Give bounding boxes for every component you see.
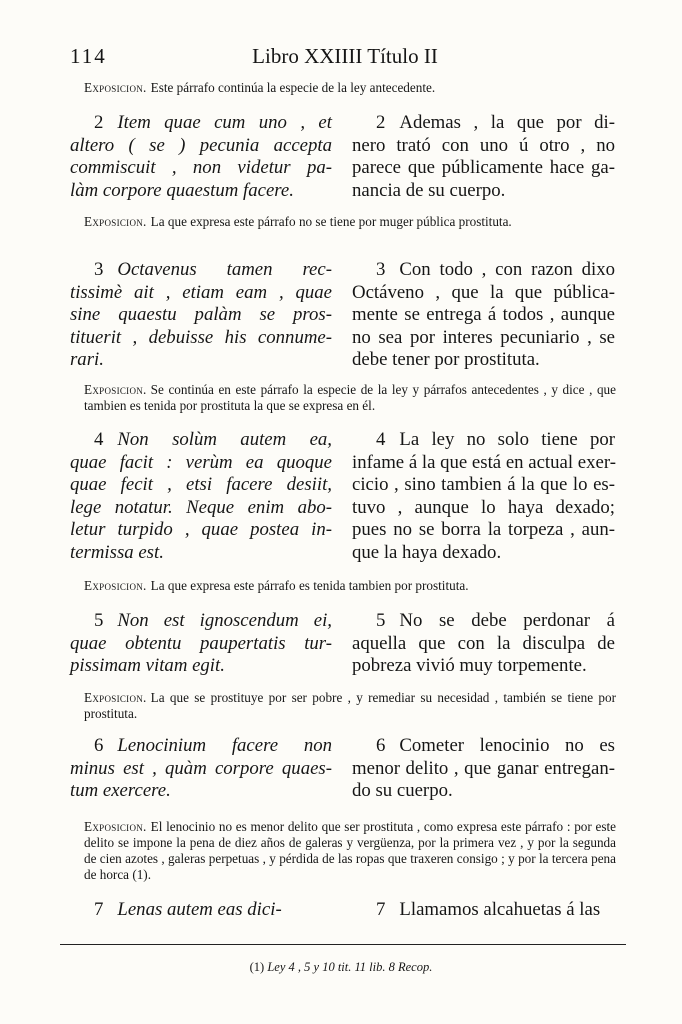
latin-line-text: sine quaestu palàm se pros- xyxy=(70,304,332,326)
latin-line-text: quae obtentu paupertatis tur- xyxy=(70,632,332,654)
spanish-line-text: tuvo , aunque lo haya dexado; xyxy=(352,496,615,518)
footnote-mark: (1) xyxy=(249,960,265,974)
latin-line-text: minus est , quàm corpore quaes- xyxy=(70,757,332,779)
latin-line xyxy=(70,327,332,350)
latin-line-text: letur turpido , quae postea in- xyxy=(70,519,332,541)
footnote-text: Ley 4 , 5 y 10 tit. 11 lib. 8 Recop. xyxy=(267,960,433,974)
latin-line-text: pissimam vitam egit. xyxy=(70,655,225,677)
spanish-line-text: mente se entrega á todos , aunque xyxy=(352,304,615,326)
latin-line xyxy=(70,735,332,758)
spanish-line xyxy=(352,304,615,327)
paragraph-number: 2 xyxy=(376,112,386,133)
paragraph-number: 5 xyxy=(94,610,104,631)
latin-line-text: quae facit : verùm ea quoque xyxy=(70,451,332,473)
paragraph-number: 2 xyxy=(94,112,104,133)
spanish-line xyxy=(352,610,615,633)
paragraph-number: 4 xyxy=(376,429,386,450)
exposicion-note xyxy=(84,214,616,230)
spanish-line-text: infame á la que está en actual exer- xyxy=(352,451,616,473)
exposicion-note xyxy=(84,382,616,414)
latin-line-text: làm corpore quaestum facere. xyxy=(70,179,294,201)
latin-column xyxy=(70,610,332,678)
latin-column xyxy=(70,899,332,922)
latin-line-text: Non solùm autem ea, xyxy=(117,429,332,450)
spanish-column xyxy=(352,899,615,922)
latin-line xyxy=(70,497,332,520)
latin-line xyxy=(70,157,332,180)
latin-line xyxy=(70,610,332,633)
exposicion-label: Exposicion. xyxy=(84,819,147,834)
paragraph-number: 7 xyxy=(376,899,386,920)
latin-line xyxy=(70,633,332,656)
exposicion-text: El lenocinio no es menor delito que ser prostituta , como expresa este párrafo : por este delito se impone la pena de diez años de galeras y vergüenza, por la primera vez , y por la segunda de cien azotes , galeras perpetuas , y pérdida de las ropas que traxeren consigo ; y por la tercera pena de horca (1). xyxy=(84,819,616,882)
paragraph-number: 6 xyxy=(94,735,104,756)
latin-line-text: tissimè ait , etiam eam , quae xyxy=(70,281,332,303)
spanish-line xyxy=(352,497,615,520)
paragraph-number: 7 xyxy=(94,899,104,920)
spanish-line xyxy=(352,327,615,350)
latin-line-text: Lenocinium facere non xyxy=(117,735,332,756)
spanish-line-text: Octáveno , que la que pública- xyxy=(352,281,615,303)
exposicion-label: Exposicion. xyxy=(84,80,147,95)
exposicion-note xyxy=(84,578,616,594)
latin-line-text: Octavenus tamen rec- xyxy=(117,259,332,280)
spanish-line xyxy=(352,429,615,452)
exposicion-note xyxy=(84,690,616,722)
latin-line-text: Lenas autem eas dici- xyxy=(117,899,282,920)
spanish-line xyxy=(352,655,615,678)
spanish-line-text: do su cuerpo. xyxy=(352,780,453,802)
spanish-line-text: Llamamos alcahuetas á las xyxy=(399,899,601,920)
paragraph-number: 3 xyxy=(376,259,386,280)
exposicion-note xyxy=(84,80,616,96)
latin-line xyxy=(70,180,332,203)
latin-column xyxy=(70,259,332,372)
latin-line xyxy=(70,452,332,475)
spanish-line-text: Con todo , con razon dixo xyxy=(399,259,615,280)
footnote-rule xyxy=(60,944,626,945)
spanish-line xyxy=(352,758,615,781)
exposicion-label: Exposicion. xyxy=(84,578,147,593)
exposicion-text: La que expresa este párrafo no se tiene por muger pública prostituta. xyxy=(150,214,512,229)
spanish-line xyxy=(352,735,615,758)
spanish-line xyxy=(352,180,615,203)
spanish-line xyxy=(352,899,615,922)
exposicion-note xyxy=(84,819,616,883)
spanish-line xyxy=(352,633,615,656)
latin-line xyxy=(70,135,332,158)
spanish-line xyxy=(352,112,615,135)
spanish-line xyxy=(352,282,615,305)
spanish-line-text: Ademas , la que por di- xyxy=(399,112,615,133)
spanish-line xyxy=(352,519,615,542)
paragraph-number: 4 xyxy=(94,429,104,450)
latin-line xyxy=(70,429,332,452)
spanish-line xyxy=(352,474,615,497)
latin-column xyxy=(70,735,332,803)
latin-line-text: Item quae cum uno , et xyxy=(117,112,332,133)
spanish-line xyxy=(352,157,615,180)
spanish-line-text: No se debe perdonar á xyxy=(399,610,615,631)
spanish-line xyxy=(352,349,615,372)
spanish-line-text: nancia de su cuerpo. xyxy=(352,179,506,201)
latin-line xyxy=(70,112,332,135)
paragraph-number: 5 xyxy=(376,610,386,631)
exposicion-text: Este párrafo continúa la especie de la ley antecedente. xyxy=(150,80,436,95)
spanish-line-text: nero trató con uno ú otro , no xyxy=(352,134,615,156)
latin-line-text: termissa est. xyxy=(70,541,164,563)
latin-line-text: lege notatur. Neque enim abo- xyxy=(70,496,332,518)
spanish-column xyxy=(352,259,615,372)
paragraph-number: 3 xyxy=(94,259,104,280)
latin-line xyxy=(70,474,332,497)
latin-column xyxy=(70,429,332,565)
spanish-line xyxy=(352,542,615,565)
spanish-line xyxy=(352,135,615,158)
latin-line xyxy=(70,282,332,305)
latin-line xyxy=(70,780,332,803)
spanish-line-text: menor delito , que ganar entregan- xyxy=(352,757,615,779)
latin-line-text: quae fecit , etsi facere desiit, xyxy=(70,474,332,496)
latin-line xyxy=(70,259,332,282)
exposicion-label: Exposicion. xyxy=(84,382,147,397)
running-title: Libro XXIIII Título II xyxy=(252,44,438,68)
exposicion-label: Exposicion. xyxy=(84,214,147,229)
spanish-column xyxy=(352,429,615,565)
paragraph-number: 6 xyxy=(376,735,386,756)
latin-line-text: commiscuit , non videtur pa- xyxy=(70,157,332,179)
spanish-column xyxy=(352,610,615,678)
page-number: 114 xyxy=(70,44,107,68)
latin-column xyxy=(70,112,332,202)
spanish-line xyxy=(352,452,615,475)
latin-line-text: rari. xyxy=(70,349,104,371)
exposicion-label: Exposicion. xyxy=(84,690,147,705)
spanish-line xyxy=(352,259,615,282)
spanish-line xyxy=(352,780,615,803)
latin-line xyxy=(70,899,332,922)
latin-line xyxy=(70,655,332,678)
page-header xyxy=(70,44,620,70)
exposicion-text: La que expresa este párrafo es tenida tambien por prostituta. xyxy=(150,578,469,593)
latin-line xyxy=(70,349,332,372)
spanish-line-text: Cometer lenocinio no es xyxy=(399,735,615,756)
spanish-line-text: no sea por interes pecuniario , se xyxy=(352,326,615,348)
spanish-column xyxy=(352,112,615,202)
spanish-line-text: parece que públicamente hace ga- xyxy=(352,157,615,179)
latin-line xyxy=(70,304,332,327)
spanish-column xyxy=(352,735,615,803)
spanish-line-text: aquella que con la disculpa de xyxy=(352,632,615,654)
exposicion-text: Se continúa en este párrafo la especie de la ley y párrafos antecedentes , y dice , que tambien es tenida por prostituta la que se expresa en él. xyxy=(84,382,616,413)
spanish-line-text: La ley no solo tiene por xyxy=(399,429,615,450)
latin-line-text: tituerit , debuisse his connume- xyxy=(70,326,332,348)
latin-line-text: Non est ignoscendum ei, xyxy=(117,610,332,631)
footnote xyxy=(0,960,682,975)
exposicion-text: La que se prostituye por ser pobre , y remediar su necesidad , también se tiene por prostituta. xyxy=(84,690,616,721)
spanish-line-text: pues no se borra la torpeza , aun- xyxy=(352,519,615,541)
spanish-line-text: que la haya dexado. xyxy=(352,541,502,563)
spanish-line-text: cicio , sino tambien á la que lo es- xyxy=(352,474,615,496)
spanish-line-text: pobreza vivió muy torpemente. xyxy=(352,655,587,677)
latin-line xyxy=(70,542,332,565)
latin-line-text: altero ( se ) pecunia accepta xyxy=(70,134,332,156)
latin-line xyxy=(70,519,332,542)
latin-line xyxy=(70,758,332,781)
spanish-line-text: debe tener por prostituta. xyxy=(352,349,540,371)
latin-line-text: tum exercere. xyxy=(70,780,171,802)
